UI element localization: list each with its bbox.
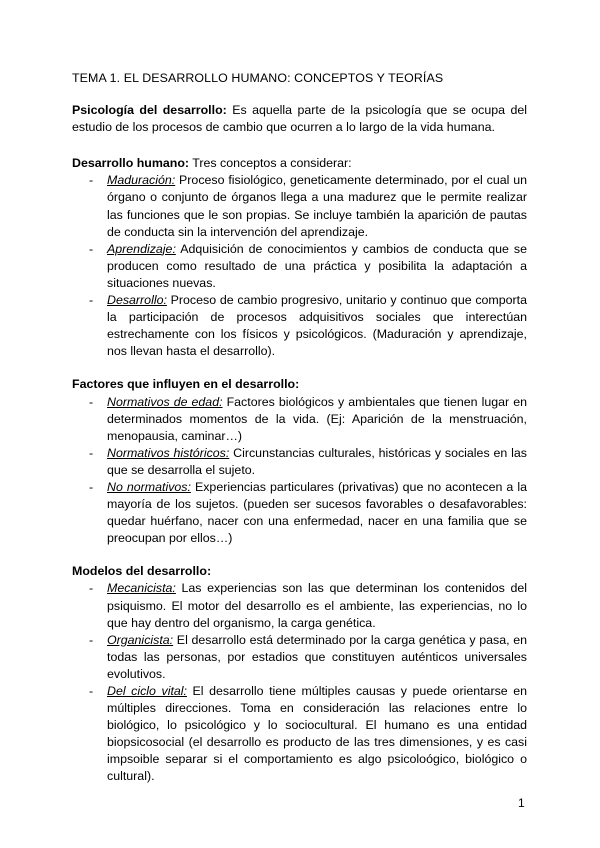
item-text: Experiencias particulares (privativas) que no acontecen a la mayoría de los sujetos. (pueden ser sucesos favorables o desafavorables: quedar huérfano, nacer con una enfermedad, nacer en una familia que se preocupan por ellos…): [107, 479, 527, 546]
list-item: [107, 580, 527, 631]
list-item: [107, 445, 527, 479]
section-heading: Factores que influyen en el desarrollo:: [72, 377, 300, 392]
item-text: Proceso fisiológico, geneticamente determinado, por el cual un órgano o conjunto de órganos llega a una madurez que le permite realizar las funciones que le son propias. Se incluye también la aparición de pautas de conducta sin la intervención del aprendizaje.: [107, 173, 527, 239]
item-term: Del ciclo vital:: [107, 684, 187, 698]
item-term: Desarrollo:: [107, 293, 167, 308]
item-text: Factores biológicos y ambientales que tienen lugar en determinados momentos de la vida. (Ej: Aparición de la menstruación, menopausia, caminar…): [107, 394, 527, 443]
section-heading: Modelos del desarrollo:: [72, 564, 212, 579]
item-term: Normativos históricos:: [107, 445, 230, 460]
list-item: [107, 172, 527, 240]
item-term: Normativos de edad:: [107, 394, 223, 409]
list-item: [107, 479, 527, 547]
document-title: TEMA 1. EL DESARROLLO HUMANO: CONCEPTOS Y TEORÍAS: [72, 71, 444, 85]
definition-text: Es aquella parte de la psicología que se ocupa del estudio de los procesos de cambio que ocurren a lo largo de la vida humana.: [72, 103, 527, 135]
section-heading-text: Desarrollo humano:: [72, 156, 190, 171]
page-number: 1: [518, 796, 525, 810]
item-text: Las experiencias son las que determinan los contenidos del psiquismo. El motor del desarrollo es el ambiente, las experiencias, no lo que hay dentro del organismo, la carga genética.: [107, 581, 527, 630]
section-modelos: [72, 563, 527, 785]
item-term: Organicista:: [107, 632, 174, 647]
list-item: [107, 632, 527, 683]
item-text: Proceso de cambio progresivo, unitario y continuo que comporta la participación de procesos adquisitivos sociales que interectúan estrechamente con los físicos y psicológicos. (Maduración y aprendizaje, nos llevan hasta el desarrollo).: [107, 293, 527, 359]
section-desarrollo-humano: [72, 155, 527, 360]
factor-list: [72, 394, 527, 548]
document-body: [72, 70, 527, 802]
item-term: Aprendizaje:: [107, 241, 176, 256]
list-item: [107, 683, 527, 786]
list-item: [107, 394, 527, 445]
section-intro: Tres conceptos a considerar:: [189, 156, 352, 171]
definition-heading: Psicología del desarrollo:: [72, 103, 227, 118]
item-text: El desarrollo tiene múltiples causas y puede orientarse en múltiples direcciones. Toma en consideración las relaciones entre lo biológico, lo psicológico y lo sociocultural. El humano es una entidad biopsicosocial (el desarrollo es producto de las tres dimensiones, y es casi impsoible separar si el comportamiento es algo psicoloógico, biológico o cultural).: [107, 684, 527, 784]
section-heading: [72, 155, 527, 172]
model-list: [72, 580, 527, 785]
item-term: No normativos:: [107, 479, 191, 494]
item-text: El desarrollo está determinado por la carga genética y pasa, en todas las personas, por estadios que constituyen auténticos universales evolutivos.: [107, 632, 527, 681]
item-text: Circunstancias culturales, históricas y sociales en las que se desarrolla el sujeto.: [107, 445, 527, 477]
definition-psicologia: [72, 102, 527, 136]
list-item: [107, 292, 527, 360]
item-term: Maduración:: [107, 173, 176, 188]
section-factores: [72, 376, 527, 547]
list-item: [107, 241, 527, 292]
concept-list: [72, 172, 527, 360]
item-text: Adquisición de conocimientos y cambios de conducta que se producen como resultado de una práctica y posibilita la adaptación a situaciones nuevas.: [107, 241, 527, 290]
item-term: Mecanicista:: [107, 581, 176, 596]
